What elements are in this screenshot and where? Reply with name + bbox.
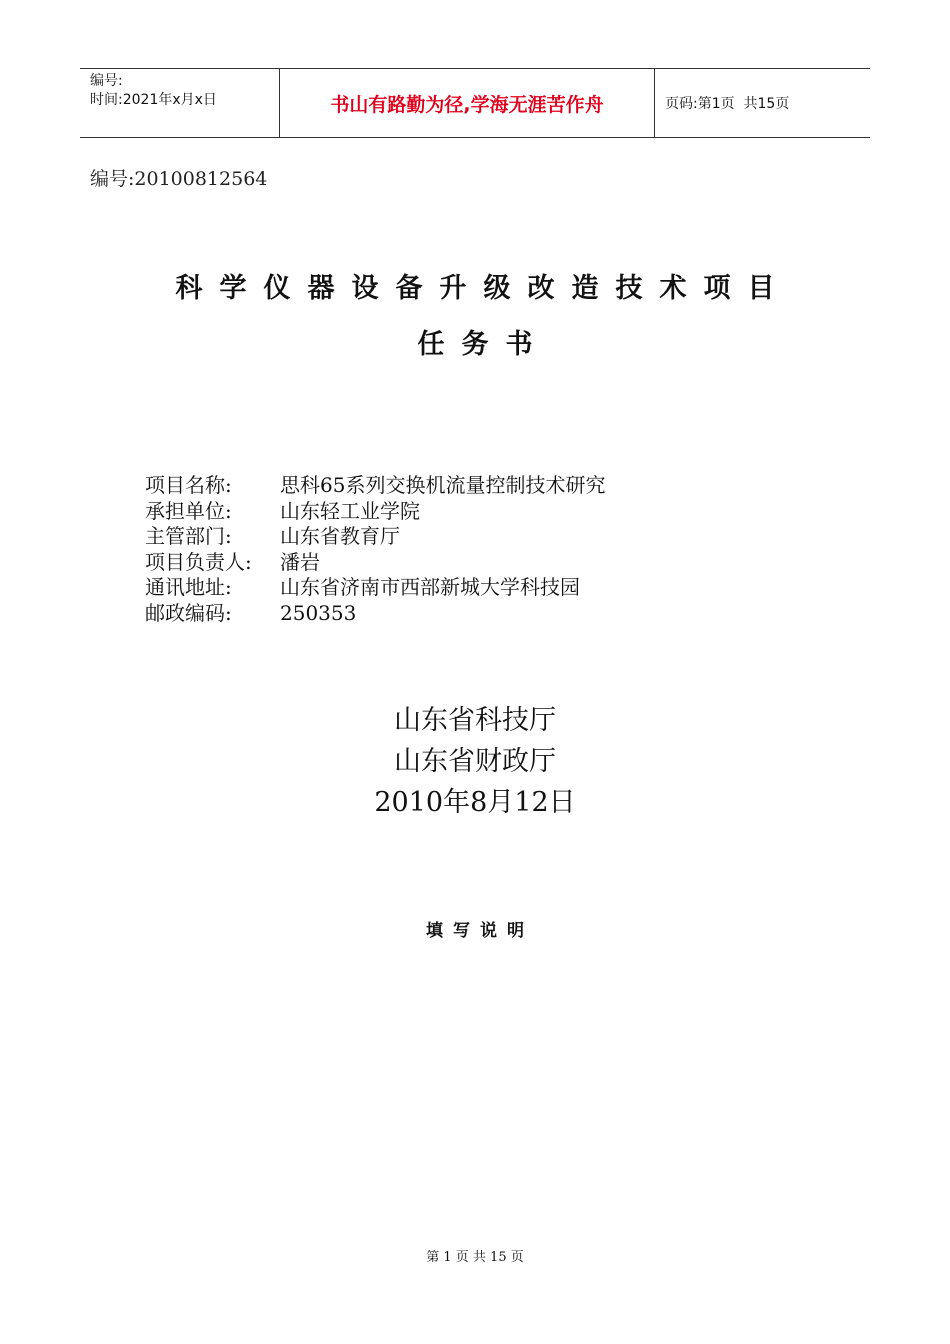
header-meta (80, 69, 280, 137)
info-row-project-name (145, 473, 605, 499)
info-value: 思科65系列交换机流量控制技术研究 (280, 473, 606, 497)
info-label: 通讯地址: (145, 575, 232, 599)
document-title: 科学仪器设备升级改造技术项目 (175, 273, 792, 304)
issuers-block (0, 700, 950, 823)
header-page-info-cell (655, 69, 870, 137)
info-label: 邮政编码: (145, 600, 232, 625)
header-page-info: 页码:第1页 共15页 (665, 96, 790, 112)
document-number: 编号:20100812564 (90, 168, 268, 190)
issue-date: 2010年8月12日 (374, 787, 576, 818)
info-label: 项目名称: (145, 473, 232, 497)
info-row-undertaking-unit (145, 499, 605, 525)
page-header (80, 68, 870, 138)
header-time-label: 时间:2021年x月x日 (90, 92, 217, 108)
info-label: 承担单位: (145, 498, 232, 523)
info-row-address (145, 575, 605, 601)
fill-instructions-heading: 填写说明 (426, 921, 534, 941)
info-row-postal-code (145, 601, 605, 627)
info-label: 主管部门: (145, 524, 232, 548)
project-info (145, 473, 605, 626)
issuer-science-department: 山东省科技厅 (394, 705, 556, 736)
issuer-finance-department: 山东省财政厅 (394, 746, 556, 777)
info-row-project-leader (145, 550, 605, 576)
info-value: 潘岩 (280, 549, 320, 574)
document-subtitle: 任务书 (417, 329, 550, 360)
info-value: 250353 (280, 600, 357, 625)
info-value: 山东轻工业学院 (280, 498, 420, 523)
info-value: 山东省教育厅 (280, 524, 400, 548)
info-value: 山东省济南市西部新城大学科技园 (280, 575, 580, 599)
page-footer: 第 1 页 共 15 页 (426, 1250, 524, 1265)
info-row-competent-department (145, 524, 605, 550)
header-number-label: 编号: (90, 73, 123, 89)
info-label: 项目负责人: (145, 549, 252, 574)
header-motto: 书山有路勤为径,学海无涯苦作舟 (280, 69, 655, 137)
